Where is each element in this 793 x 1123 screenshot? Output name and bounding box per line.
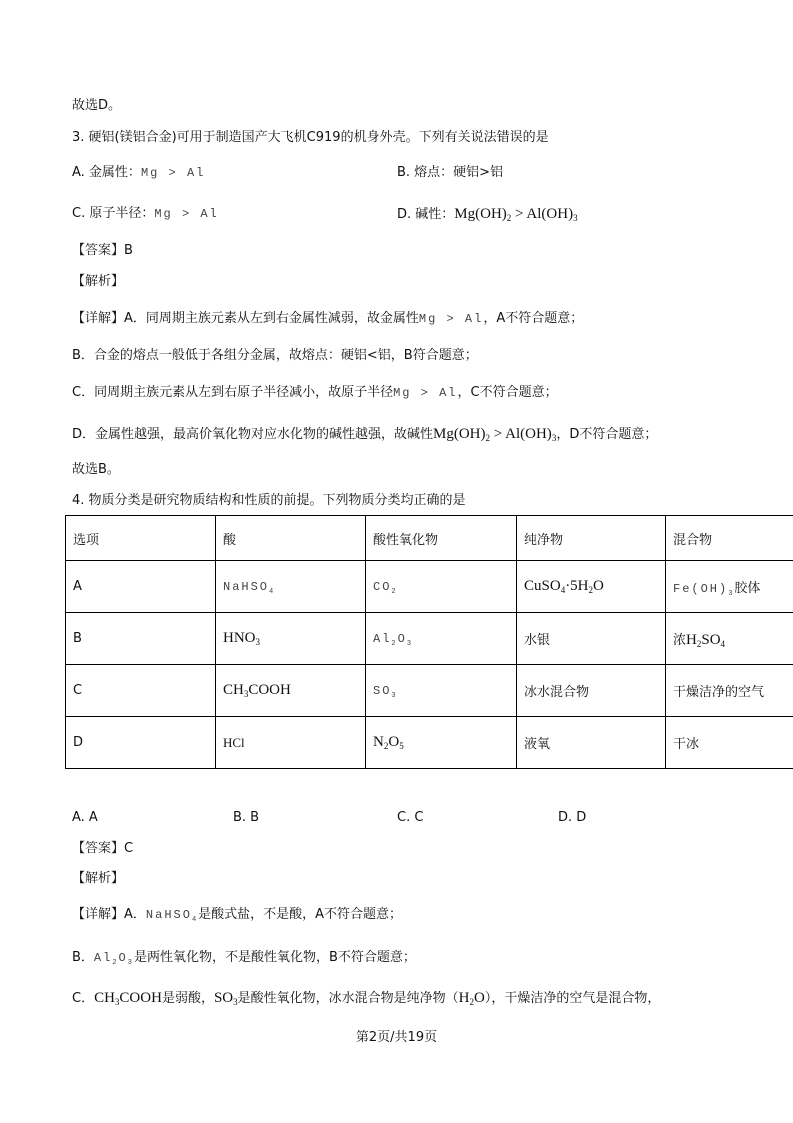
q3-stem: 3. 硬铝(镁铝合金)可用于制造国产大飞机C919的机身外壳。下列有关说法错误的是 — [72, 130, 549, 145]
q4-choice-b: B. B — [233, 810, 260, 825]
formula-mgoh2-gt-aloh3: $Mg(OH)_2 > Al(OH)_3$ — [454, 206, 578, 223]
table-row: D HCl $N_2O_5$ 液氧 干冰 — [66, 717, 793, 769]
header-acid: 酸 — [216, 516, 366, 561]
q3-detail-c: C．同周期主族元素从左到右原子半径减小，故原子半径Mg > Al，C不符合题意； — [72, 385, 558, 400]
q4-answer: 【答案】C — [72, 841, 134, 856]
table-header-row — [66, 516, 793, 561]
q3-detail-d: D．金属性越强，最高价氧化物对应水化物的碱性越强，故碱性$Mg(OH)_2 > Al(OH)_3$，D不符合题意； — [72, 426, 658, 443]
header-mixture: 混合物 — [666, 516, 793, 561]
q4-stem: 4. 物质分类是研究物质结构和性质的前提。下列物质分类均正确的是 — [72, 493, 466, 508]
q3-option-b: B. 熔点：硬铝>铝 — [397, 165, 504, 180]
prev-conclusion: 故选D。 — [72, 98, 122, 113]
table-row: B $HNO_3$ $Al_2O_3$ 水银 浓$H_2SO_4$ — [66, 613, 793, 665]
q3-analysis-tag: 【解析】 — [72, 274, 125, 289]
q3-answer: 【答案】B — [72, 243, 133, 258]
header-option: 选项 — [66, 516, 216, 561]
page-footer: 第2页/共19页 — [355, 1030, 438, 1045]
classification-table — [65, 515, 793, 769]
q4-analysis-tag: 【解析】 — [72, 871, 125, 886]
q4-detail-a: 【详解】A．NaHSO$_4$是酸式盐，不是酸，A不符合题意； — [72, 907, 403, 924]
header-pure-substance: 纯净物 — [517, 516, 666, 561]
q3-detail-a: 【详解】A．同周期主族元素从左到右金属性减弱，故金属性Mg > Al，A不符合题意； — [72, 311, 584, 326]
table-row: C $CH_3COOH$ $SO_3$ 冰水混合物 干燥洁净的空气 — [66, 665, 793, 717]
q4-choice-c: C. C — [397, 810, 424, 825]
q3-option-d: D. 碱性：$Mg(OH)_2 > Al(OH)_3$ — [397, 206, 578, 223]
q4-choice-d: D. D — [558, 810, 587, 825]
q4-detail-b: B．$Al_2O_3$是两性氧化物，不是酸性氧化物，B不符合题意； — [72, 950, 416, 967]
q4-choice-a: A. A — [72, 810, 98, 825]
header-acidic-oxide: 酸性氧化物 — [366, 516, 517, 561]
table-row: A NaHSO$_4$ $CO_2$ $CuSO_4\cdot 5H_2O$ $Fe(OH)_3$胶体 — [66, 561, 793, 613]
q3-detail-b: B．合金的熔点一般低于各组分金属，故熔点：硬铝<铝，B符合题意； — [72, 348, 478, 363]
q3-option-c: C. 原子半径：Mg > Al — [72, 206, 219, 221]
q3-option-a: A. 金属性：Mg > Al — [72, 165, 206, 180]
formula-mgoh2-gt-aloh3: $Mg(OH)_2 > Al(OH)_3$ — [433, 426, 557, 443]
q4-detail-c: C．$CH_3COOH$是弱酸，$SO_3$是酸性氧化物，冰水混合物是纯净物$(H_2O)$，干燥洁净的空气是混合物， — [72, 990, 661, 1007]
q3-conclusion: 故选B。 — [72, 462, 120, 477]
